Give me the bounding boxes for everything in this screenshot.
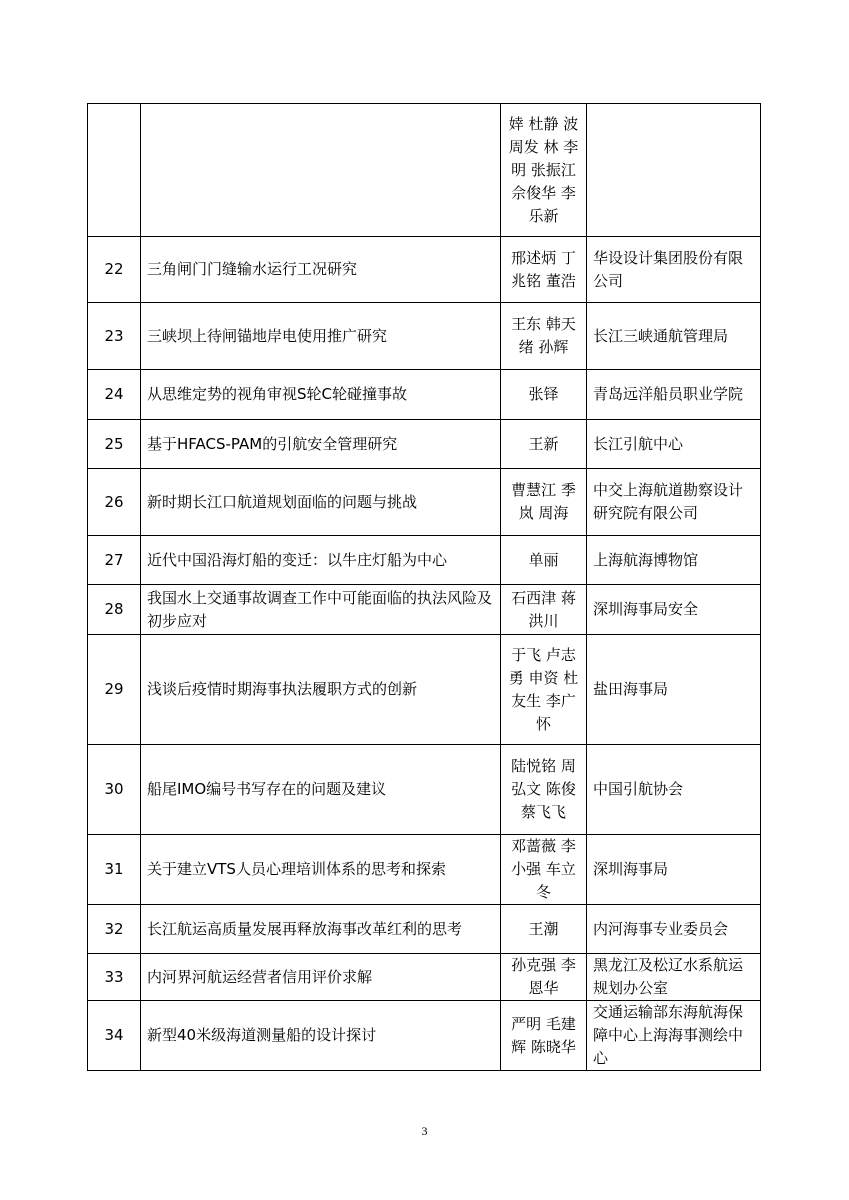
paper-title: 关于建立VTS人员心理培训体系的思考和探索 <box>141 835 501 905</box>
row-number <box>88 104 141 237</box>
paper-authors: 邓蔷薇 李小强 车立冬 <box>501 835 587 905</box>
paper-organization: 长江三峡通航管理局 <box>587 303 761 370</box>
row-number: 27 <box>88 536 141 585</box>
row-number: 28 <box>88 585 141 635</box>
table-row <box>88 745 761 835</box>
paper-authors: 王东 韩天绪 孙辉 <box>501 303 587 370</box>
table-row <box>88 1001 761 1071</box>
paper-title: 三峡坝上待闸锚地岸电使用推广研究 <box>141 303 501 370</box>
paper-authors: 曹慧江 季岚 周海 <box>501 469 587 536</box>
paper-title: 我国水上交通事故调查工作中可能面临的执法风险及初步应对 <box>141 585 501 635</box>
paper-title: 浅谈后疫情时期海事执法履职方式的创新 <box>141 635 501 745</box>
paper-title: 新型40米级海道测量船的设计探讨 <box>141 1001 501 1071</box>
paper-organization: 内河海事专业委员会 <box>587 905 761 954</box>
row-number: 25 <box>88 420 141 469</box>
paper-authors: 邢述炳 丁兆铭 董浩 <box>501 237 587 303</box>
row-number: 33 <box>88 954 141 1001</box>
paper-authors: 陆悦铭 周弘文 陈俊 蔡飞飞 <box>501 745 587 835</box>
table-row <box>88 469 761 536</box>
table-row <box>88 303 761 370</box>
row-number: 26 <box>88 469 141 536</box>
paper-title: 近代中国沿海灯船的变迁：以牛庄灯船为中心 <box>141 536 501 585</box>
table-row <box>88 585 761 635</box>
table-row <box>88 420 761 469</box>
paper-title: 长江航运高质量发展再释放海事改革红利的思考 <box>141 905 501 954</box>
row-number: 22 <box>88 237 141 303</box>
paper-organization <box>587 104 761 237</box>
paper-organization: 盐田海事局 <box>587 635 761 745</box>
paper-authors: 孙克强 李恩华 <box>501 954 587 1001</box>
paper-organization: 长江引航中心 <box>587 420 761 469</box>
paper-title: 三角闸门门缝输水运行工况研究 <box>141 237 501 303</box>
row-number: 32 <box>88 905 141 954</box>
table-row <box>88 104 761 237</box>
paper-title <box>141 104 501 237</box>
table-row <box>88 370 761 420</box>
row-number: 31 <box>88 835 141 905</box>
paper-organization: 上海航海博物馆 <box>587 536 761 585</box>
paper-organization: 黑龙江及松辽水系航运规划办公室 <box>587 954 761 1001</box>
paper-list-table <box>87 103 761 1071</box>
paper-authors: 单丽 <box>501 536 587 585</box>
paper-title: 从思维定势的视角审视S轮C轮碰撞事故 <box>141 370 501 420</box>
paper-organization: 中国引航协会 <box>587 745 761 835</box>
row-number: 24 <box>88 370 141 420</box>
paper-title: 内河界河航运经营者信用评价求解 <box>141 954 501 1001</box>
table-row <box>88 905 761 954</box>
page-number: 3 <box>421 1124 428 1138</box>
paper-organization: 深圳海事局 <box>587 835 761 905</box>
paper-authors: 张铎 <box>501 370 587 420</box>
paper-title: 船尾IMO编号书写存在的问题及建议 <box>141 745 501 835</box>
table-row <box>88 237 761 303</box>
row-number: 34 <box>88 1001 141 1071</box>
paper-authors: 婞 杜静 波 周发 林 李明 张振江 佘俊华 李乐新 <box>501 104 587 237</box>
paper-organization: 华设设计集团股份有限公司 <box>587 237 761 303</box>
row-number: 29 <box>88 635 141 745</box>
row-number: 30 <box>88 745 141 835</box>
paper-organization: 中交上海航道勘察设计研究院有限公司 <box>587 469 761 536</box>
paper-authors: 于飞 卢志勇 申资 杜友生 李广怀 <box>501 635 587 745</box>
paper-authors: 严明 毛建辉 陈晓华 <box>501 1001 587 1071</box>
table-row <box>88 954 761 1001</box>
table-row <box>88 635 761 745</box>
paper-authors: 王潮 <box>501 905 587 954</box>
paper-title: 基于HFACS-PAM的引航安全管理研究 <box>141 420 501 469</box>
paper-title: 新时期长江口航道规划面临的问题与挑战 <box>141 469 501 536</box>
paper-organization: 深圳海事局安全 <box>587 585 761 635</box>
table-row <box>88 536 761 585</box>
row-number: 23 <box>88 303 141 370</box>
table-row <box>88 835 761 905</box>
paper-organization: 交通运输部东海航海保障中心上海海事测绘中心 <box>587 1001 761 1071</box>
paper-list-body <box>88 104 761 1071</box>
paper-organization: 青岛远洋船员职业学院 <box>587 370 761 420</box>
paper-authors: 石西津 蒋洪川 <box>501 585 587 635</box>
paper-authors: 王新 <box>501 420 587 469</box>
